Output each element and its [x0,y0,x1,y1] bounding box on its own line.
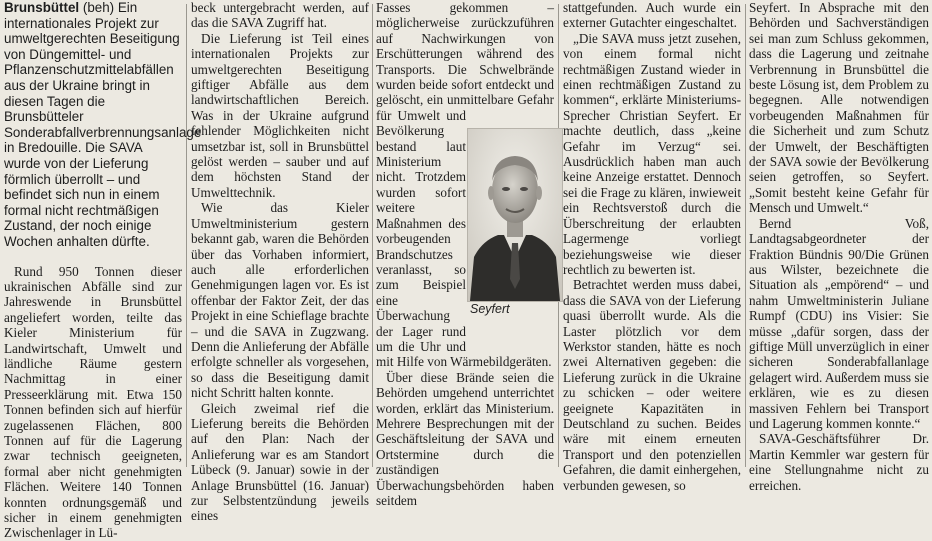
dateline: Brunsbüttel [4,0,80,15]
paragraph: Gleich zweimal rief die Lieferung bereits die Behörden auf den Plan: Nach der Anlieferung war es am Standort Lübeck (9. Januar) sowie in der Anlage Brunsbüttel (16. Januar) zur Selbstentzündung jeweils eines [191,400,369,524]
photo-caption: Seyfert [470,302,510,316]
paragraph: Wie das Kieler Umweltministerium gestern bekannt gab, waren die Behörden über das Vorhaben informiert, auch alle erforderlichen Genehmigungen lagen vor. Es ist offenbar der Faktor Zeit, der das Projekt in eine Schieflage brachte – und die SAVA in Zugzwang. Denn die Anlieferung der Abfälle erfolgte schneller als vorgesehen, so dass die Beseitigung damit nicht Schritt halten konnte. [191,200,369,401]
paragraph: Bernd Voß, Landtagsabgeordneter der Fraktion Bündnis 90/Die Grünen aus Wilster, bezeichnete die Situation als „empörend“ – und nahm Umweltministerin Juliane Rumpf (CDU) ins Visier: Sie müsse „dafür sorgen, dass der giftige Müll unverzüglich in einer sicheren Sonderabfallanlage gelagert wird. Außerdem muss sie erklären, wie es zu diesen massiven Fehlern bei Transport und Lagerung kommen konnte.“ [749,215,929,431]
portrait-icon [468,129,562,301]
paragraph: stattgefunden. Auch wurde ein externer Gutachter eingeschaltet. [563,0,741,31]
article-column-4 [563,0,741,493]
paragraph: SAVA-Geschäftsführer Dr. Martin Kemmler war gestern für eine Stellungnahme nicht zu erreichen. [749,431,929,493]
paragraph: Die Lieferung ist Teil eines internationalen Projekts zur umweltgerechten Beseitigung giftiger Abfälle aus dem landwirtschaftlichen Bereich. Was in der Ukraine aufgrund fehlender Möglichkeiten nicht umsetzbar ist, soll in Brunsbüttel gelöst werden – sauber und auf dem höchsten Stand der Umwelttechnik. [191,30,369,200]
paragraph: Fasses gekommen – möglicherweise zurückzuführen auf Nachwirkungen von Erschütterungen während des Transports. Die Schwelbrände wurden beide sofort entdeckt und gelöscht, ein unmittelbare Gefahr für Umwelt und Bevölkerung bestand laut Ministerium nicht. Trotzdem wurden sofort weitere Maßnahmen des vorbeugenden Brandschutzes veranlasst, so zum Beispiel eine Überwachung der Lager rund um die Uhr und mit Hilfe von Wärmebildgeräten. [376,0,554,370]
column-rule [745,4,746,467]
paragraph: beck untergebracht werden, auf das die SAVA Zugriff hat. [191,0,369,31]
paragraph: „Die SAVA muss jetzt zusehen, von einem formal nicht rechtmäßigen Zustand wieder in einen rechtmäßigen Zustand zu kommen“, erklärte Ministeriums-Sprecher Christian Seyfert. Er machte deutlich, dass „keine Gefahr im Verzug“ sei. Ausdrücklich haben man auch keine Anzeige erstattet. Dennoch sei die Frage zu klären, inwieweit ein Rechtsverstoß durch die Überschreitung der erlaubten Lagermenge vorliegt beziehungsweise wie dieser rechtlich zu bewerten ist. [563,30,741,277]
paragraph: Seyfert. In Absprache mit den Behörden und Sachverständigen sei man zum Schluss gekommen, dass die Lagerung und zeitnahe Verbrennung in Brunsbüttel die beste Lösung ist, dem Problem zu begegnen. Alle notwendigen vorbeugenden Maßnahmen für die Sicherheit und zum Schutz der Umwelt, der Beschäftigten der SAVA sowie der Bevölkerung seien getroffen, so Seyfert. „Somit besteht keine Gefahr für Mensch und Umwelt.“ [749,0,929,216]
column-rule [186,4,187,467]
lead-text: (beh) Ein internationales Projekt zur umweltgerechten Beseitigung von Düngemittel- und Pflanzenschutzmittelabfällen aus der Ukraine bringt in diesen Tagen die Brunsbütteler Sonderabfallverbrennungsanlage in Bredouille. Die SAVA wurde von der Lieferung förmlich überrollt – und befindet sich nun in einem formal nicht rechtmäßigen Zustand, der noch einige Wochen anhalten dürfte. [4,0,202,249]
paragraph: Betrachtet werden muss dabei, dass die SAVA von der Lieferung quasi überrollt wurde. Als die Laster plötzlich vor dem Werkstor standen, hätte es noch zwei Alternativen gegeben: die Lieferung zurück in die Ukraine zu schicken – oder weitere geeignete Kapazitäten in Deutschland zu suchen. Beides wäre mit einem erneuten Transport und den potenziellen Gefahren, die damit einhergehen, verbunden gewesen, so [563,277,741,493]
paragraph: Über diese Brände seien die Behörden umgehend unterrichtet worden, erklärt das Ministerium. Mehrere Besprechungen mit der Geschäftsleitung der SAVA und Ortstermine durch die zuständigen Überwachungsbehörden haben seitdem [376,369,554,508]
article-column-1 [4,0,202,541]
article-lead [4,0,202,250]
paragraph: Rund 950 Tonnen dieser ukrainischen Abfälle sind zur Jahreswende in Brunsbüttel angeliefert worden, teilte das Kieler Ministerium für Landwirtschaft, Umwelt und ländliche Räume gestern Nachmittag in einer Presseerklärung mit. Etwa 150 Tonnen befinden sich auf hierfür zugelassenen Flächen, 800 Tonnen auf für die Lagerung zwar technisch geeigneten, formal aber nicht genehmigten Flächen. Weitere 140 Tonnen konnten ordnungsgemäß und sicher in einem genehmigten Zwischenlager in Lü- [4,263,182,541]
article-column-5 [749,0,929,493]
portrait-photo [467,128,563,302]
column-rule [372,4,373,467]
article-column-2 [191,0,369,524]
